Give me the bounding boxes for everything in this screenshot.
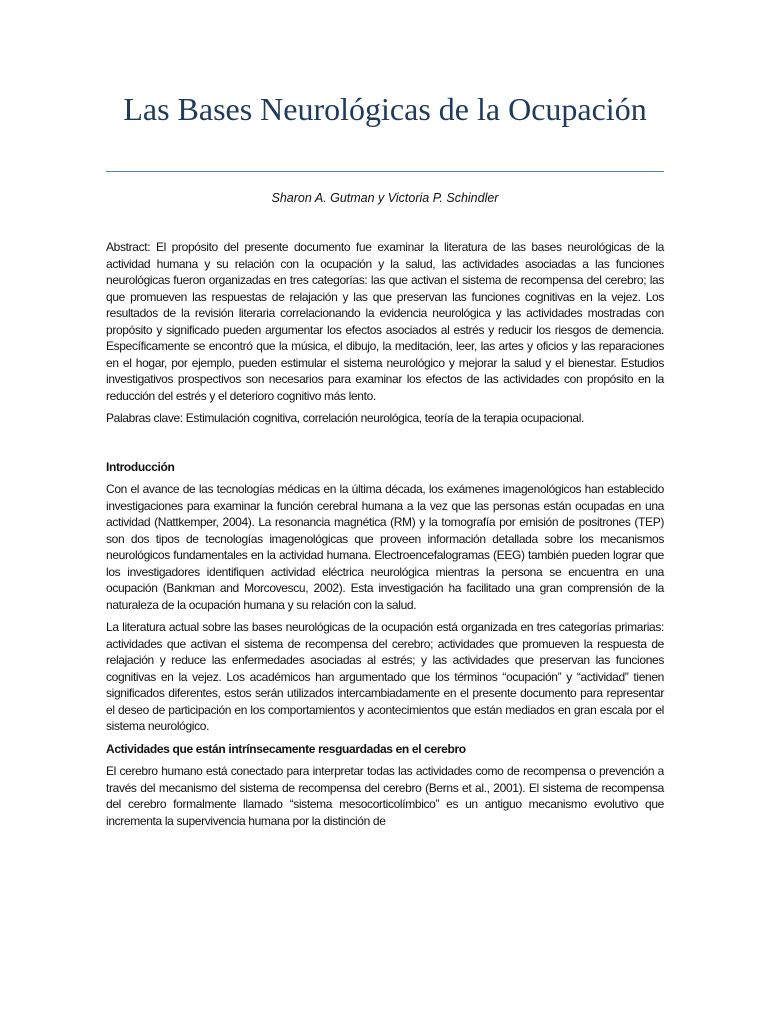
document-authors: Sharon A. Gutman y Victoria P. Schindler bbox=[271, 191, 499, 205]
document-title: Las Bases Neurológicas de la Ocupación bbox=[123, 91, 647, 127]
introduction-paragraph-1: Con el avance de las tecnologías médicas en la última década, los exámenes imagenológicos han establecido investigaciones para examinar la función cerebral humana a la vez que las personas están ocupadas en una actividad (Nattkemper, 2004). La resonancia magnética (RM) y la tomografía por emisión de positrones (TEP) son dos tipos de tecnologías imagenológicas que proveen información detallada sobre los mecanismos neurológicos fundamentales en la actividad humana. Electroencefalogramas (EEG) también pueden lograr que los investigadores identifiquen actividad eléctrica neurológica mientras la persona se encuentra en una ocupación (Bankman and Morcovescu, 2002). Esta investigación ha facilitado una gran comprensión de la naturaleza de la ocupación humana y su relación con la salud. bbox=[106, 482, 664, 612]
title-divider bbox=[106, 171, 664, 172]
abstract-paragraph: Abstract: El propósito del presente documento fue examinar la literatura de las bases neurológicas de la actividad humana y su relación con la ocupación y la salud, las actividades asociadas a las funciones neurológicas fueron organizadas en tres categorías: las que activan el sistema de recompensa del cerebro; las que promueven las respuestas de relajación y las que preservan las funciones cognitivas en la vejez. Los resultados de la revisión literaria correlacionando la evidencia neurológica y las actividades mostradas con propósito y significado pueden argumentar los efectos asociados al estrés y reducir los riesgos de demencia. Específicamente se encontró que la música, el dibujo, la meditación, leer, las artes y oficios y las reparaciones en el hogar, por ejemplo, pueden estimular el sistema neurológico y mejorar la salud y el bienestar. Estudios investigativos prospectivos son necesarios para examinar los efectos de las actividades con propósito en la reducción del estrés y el deterioro cognitivo más lento. bbox=[106, 240, 664, 403]
introduction-heading: Introducción bbox=[106, 459, 175, 474]
keywords-paragraph: Palabras clave: Estimulación cognitiva, correlación neurológica, teoría de la terapia ocupacional. bbox=[106, 411, 584, 425]
rewarded-activities-paragraph-1: El cerebro humano está conectado para interpretar todas las actividades como de recompensa o prevención a través del mecanismo del sistema de recompensa del cerebro (Berns et al., 2001). El sistema de recompensa del cerebro formalmente llamado “sistema mesocorticolímbico” es un antiguo mecanismo evolutivo que incrementa la supervivencia humana por la distinción de bbox=[106, 764, 664, 828]
document-body bbox=[106, 239, 664, 835]
introduction-paragraph-2: La literatura actual sobre las bases neurológicas de la ocupación está organizada en tres categorías primarias: actividades que activan el sistema de recompensa del cerebro; actividades que promueven la respuesta de relajación y reduce las enfermedades asociadas al estrés; y las actividades que preservan las funciones cognitivas en la vejez. Los académicos han argumentado que los términos “ocupación” y “actividad” tienen significados diferentes, estos serán utilizados intercambiadamente en el presente documento para representar el deseo de participación en los comportamientos y acontecimientos que están mediados en gran escala por el sistema neurológico. bbox=[106, 620, 664, 733]
section-spacer bbox=[106, 433, 664, 459]
section-heading-rewarded-activities: Actividades que están intrínsecamente resguardadas en el cerebro bbox=[106, 741, 466, 756]
